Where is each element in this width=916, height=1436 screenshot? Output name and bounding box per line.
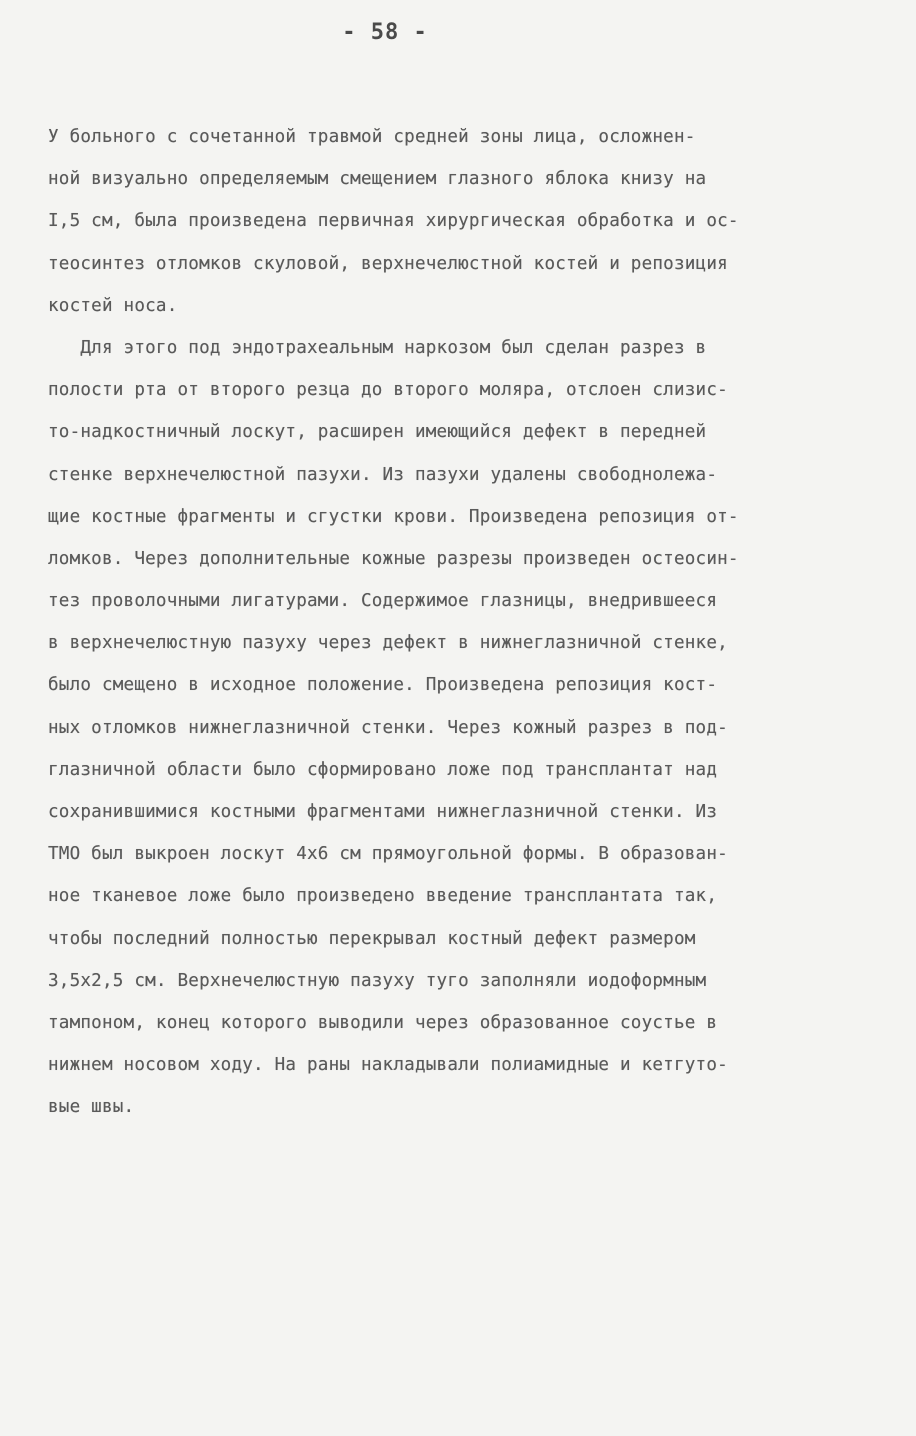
- text-line: 3,5х2,5 см. Верхнечелюстную пазуху туго заполняли иодоформным: [48, 970, 707, 991]
- text-line: полости рта от второго резца до второго моляра, отслоен слизис-: [48, 380, 728, 401]
- body-text: [48, 116, 878, 1129]
- text-line: костей носа.: [48, 295, 178, 316]
- text-line: тампоном, конец которого выводили через образованное соустье в: [48, 1012, 718, 1033]
- text-line: щие костные фрагменты и сгустки крови. Произведена репозиция от-: [48, 506, 739, 527]
- text-line: ломков. Через дополнительные кожные разрезы произведен остеосин-: [48, 548, 739, 569]
- text-line: тез проволочными лигатурами. Содержимое глазницы, внедрившееся: [48, 591, 718, 612]
- paragraph-1: [48, 116, 878, 327]
- text-line: было смещено в исходное положение. Произведена репозиция кост-: [48, 675, 718, 696]
- text-line: то-надкостничный лоскут, расширен имеющийся дефект в передней: [48, 422, 707, 443]
- text-line: У больного с сочетанной травмой средней зоны лица, осложнен-: [48, 127, 696, 147]
- text-line: вые швы.: [48, 1097, 135, 1118]
- text-line: чтобы последний полностью перекрывал костный дефект размером: [48, 928, 696, 949]
- text-line: глазничной области было сформировано ложе под трансплантат над: [48, 759, 718, 780]
- text-line: нижнем носовом ходу. На раны накладывали полиамидные и кетгуто-: [48, 1055, 728, 1076]
- text-line: ное тканевое ложе было произведено введение трансплантата так,: [48, 886, 718, 907]
- text-line: в верхнечелюстную пазуху через дефект в нижнеглазничной стенке,: [48, 633, 728, 654]
- text-line: теосинтез отломков скуловой, верхнечелюстной костей и репозиция: [48, 253, 728, 274]
- page-number: - 58 -: [342, 20, 428, 45]
- text-line: стенке верхнечелюстной пазухи. Из пазухи удалены свободнолежа-: [48, 464, 718, 485]
- text-line: ТМО был выкроен лоскут 4х6 см прямоугольной формы. В образован-: [48, 844, 728, 865]
- text-line: ной визуально определяемым смещением глазного яблока книзу на: [48, 169, 707, 190]
- text-line: ных отломков нижнеглазничной стенки. Через кожный разрез в под-: [48, 717, 728, 738]
- paragraph-2: [48, 327, 878, 1129]
- text-line: сохранившимися костными фрагментами нижнеглазничной стенки. Из: [48, 802, 718, 822]
- text-line: I,5 см, была произведена первичная хирургическая обработка и ос-: [48, 211, 739, 232]
- text-line: Для этого под эндотрахеальным наркозом был сделан разрез в: [48, 337, 707, 358]
